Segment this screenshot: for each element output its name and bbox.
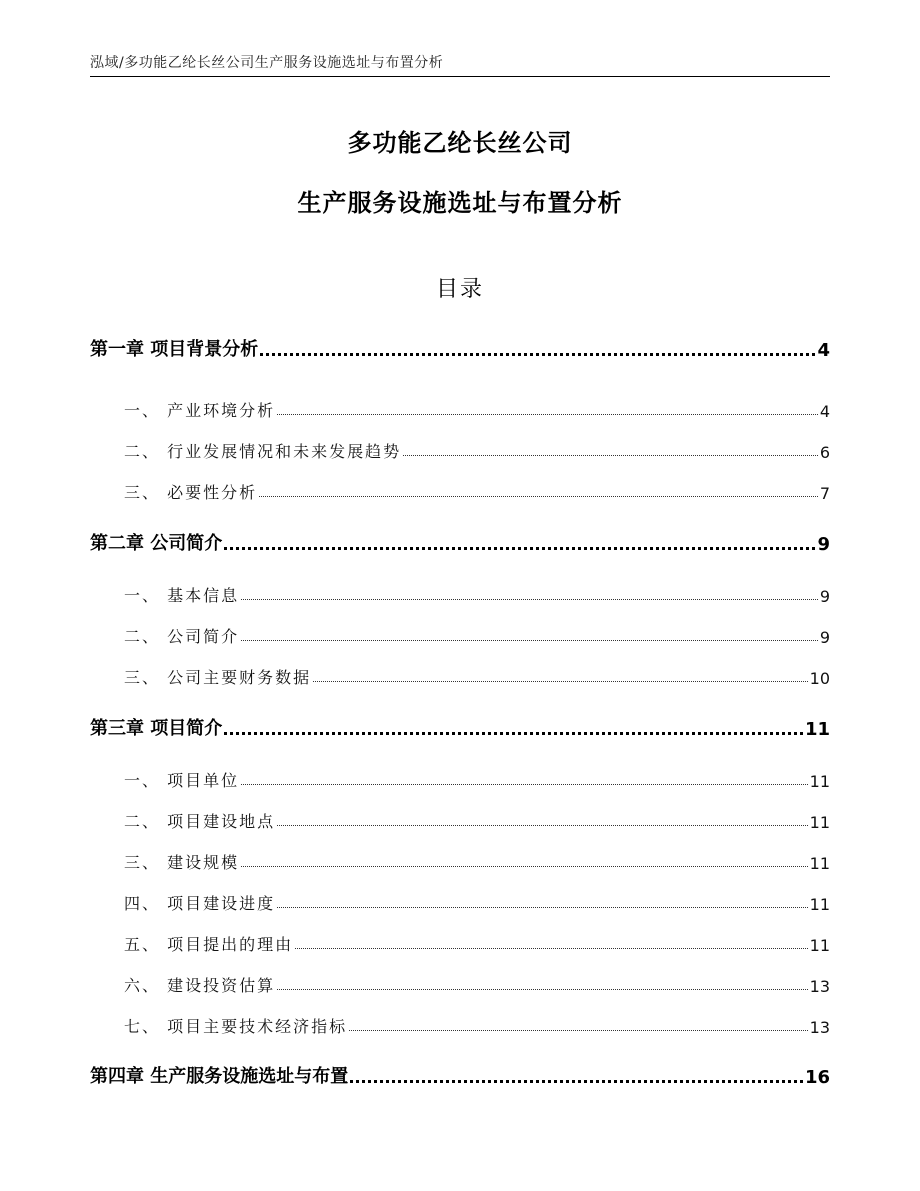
toc-leader-dots [277,907,808,908]
toc-page-number: 7 [819,484,830,503]
toc-entry-section[interactable] [90,662,830,688]
toc-page-number: 4 [819,402,830,421]
toc-entry-section[interactable] [90,888,830,914]
toc-entry-section[interactable] [90,477,830,503]
toc-heading: 目录 [435,277,484,302]
toc-entry-label: 三、 公司主要财务数据 [124,668,312,687]
toc-entry-label: 六、 建设投资估算 [124,976,276,995]
toc-entry-label: 二、 项目建设地点 [124,812,276,831]
toc-page-number: 13 [809,1018,830,1037]
toc-leader-dots [277,989,808,990]
toc-entry-label: 第二章 公司简介 [90,533,223,554]
header-divider [90,76,830,77]
toc-entry-section[interactable] [90,847,830,873]
toc-leader-dots [241,599,818,600]
toc-entry-label: 三、 建设规模 [124,853,240,872]
toc-entry-section[interactable] [90,765,830,791]
toc-leader-dots [241,784,808,785]
toc-leader-dots [241,866,808,867]
toc-leader-dots [350,1080,803,1083]
toc-entry-chapter-2[interactable] [90,529,830,555]
toc-page-number: 13 [809,977,830,996]
toc-entry-label: 二、 公司简介 [124,627,240,646]
toc-entry-chapter-4[interactable] [90,1062,830,1088]
toc-leader-dots [277,414,818,415]
toc-entry-section[interactable] [90,929,830,955]
toc-entry-section[interactable] [90,621,830,647]
toc-leader-dots [403,455,818,456]
toc-entry-label: 第三章 项目简介 [90,718,223,739]
toc-leader-dots [295,948,808,949]
toc-leader-dots [277,825,808,826]
document-title-line2: 生产服务设施选址与布置分析 [297,189,623,217]
toc-entry-label: 七、 项目主要技术经济指标 [124,1017,348,1036]
toc-entry-label: 二、 行业发展情况和未来发展趋势 [124,442,402,461]
toc-entry-section[interactable] [90,436,830,462]
toc-entry-label: 四、 项目建设进度 [124,894,276,913]
toc-leader-dots [349,1030,808,1031]
toc-page-number: 11 [809,936,830,955]
toc-leader-dots [224,732,803,735]
toc-leader-dots [260,353,815,356]
toc-entry-label: 第四章 生产服务设施选址与布置 [90,1066,349,1087]
toc-entry-section[interactable] [90,580,830,606]
toc-page-number: 4 [817,340,830,361]
toc-entry-section[interactable] [90,395,830,421]
toc-entry-chapter-1[interactable] [90,335,830,361]
toc-page-number: 16 [804,1067,830,1088]
toc-leader-dots [241,640,818,641]
toc-leader-dots [224,547,815,550]
toc-page-number: 6 [819,443,830,462]
document-title-line1: 多功能乙纶长丝公司 [347,129,573,157]
toc-entry-section[interactable] [90,1011,830,1037]
toc-leader-dots [313,681,808,682]
toc-entry-section[interactable] [90,970,830,996]
toc-entry-label: 三、 必要性分析 [124,483,258,502]
toc-entry-label: 一、 基本信息 [124,586,240,605]
toc-entry-label: 一、 产业环境分析 [124,401,276,420]
toc-entry-label: 第一章 项目背景分析 [90,339,259,360]
toc-entry-section[interactable] [90,806,830,832]
toc-page-number: 11 [809,895,830,914]
toc-page-number: 9 [819,587,830,606]
toc-leader-dots [259,496,818,497]
toc-entry-label: 五、 项目提出的理由 [124,935,294,954]
toc-page-number: 11 [804,719,830,740]
toc-page-number: 11 [809,854,830,873]
toc-page-number: 11 [809,813,830,832]
toc-page-number: 9 [817,534,830,555]
toc-page-number: 9 [819,628,830,647]
toc-page-number: 11 [809,772,830,791]
toc-entry-label: 一、 项目单位 [124,771,240,790]
running-header: 泓域/多功能乙纶长丝公司生产服务设施选址与布置分析 [90,55,444,71]
toc-entry-chapter-3[interactable] [90,714,830,740]
toc-page-number: 10 [809,669,830,688]
